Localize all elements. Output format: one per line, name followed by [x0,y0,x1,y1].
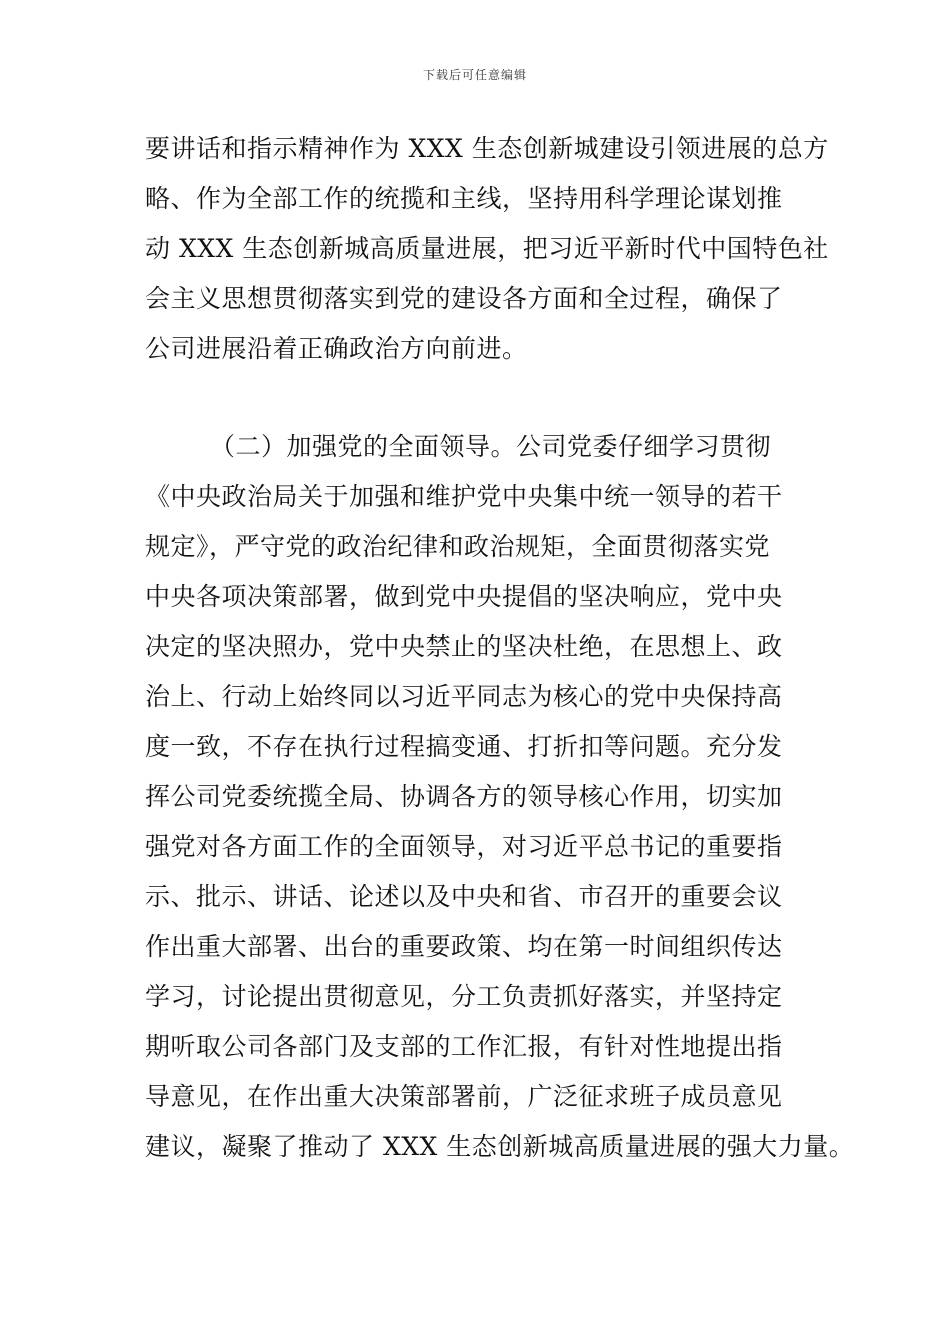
paragraph-1-line-1: 要讲话和指示精神作为 XXX 生态创新城建设引领进展的总方 [145,134,829,163]
paragraph-2-line-13: 期听取公司各部门及支部的工作汇报，有针对性地提出指 [145,1032,783,1061]
paragraph-1-line-4: 会主义思想贯彻落实到党的建设各方面和全过程，确保了 [145,284,783,313]
paragraph-2-line-2: 《中央政治局关于加强和维护党中央集中统一领导的若干 [145,482,783,511]
paragraph-2-line-3: 规定》，严守党的政治纪律和政治规矩，全面贯彻落实党 [145,532,771,561]
paragraph-2-line-12: 学习，讨论提出贯彻意见，分工负责抓好落实，并坚持定 [145,982,783,1011]
paragraph-2-line-10: 示、批示、讲话、论述以及中央和省、市召开的重要会议 [145,882,783,911]
page-header: 下载后可任意编辑 [422,68,527,82]
paragraph-2-line-5: 决定的坚决照办，党中央禁止的坚决杜绝，在思想上、政 [145,632,783,661]
paragraph-2-line-9: 强党对各方面工作的全面领导，对习近平总书记的重要指 [145,832,783,861]
paragraph-1-line-2: 略、作为全部工作的统揽和主线，坚持用科学理论谋划推 [145,184,783,213]
paragraph-2-line-11: 作出重大部署、出台的重要政策、均在第一时间组织传达 [145,932,783,961]
paragraph-2-line-1: （二）加强党的全面领导。公司党委仔细学习贯彻 [210,432,772,461]
paragraph-2-line-15: 建议，凝聚了推动了 XXX 生态创新城高质量进展的强大力量。 [145,1132,855,1161]
paragraph-1-line-5: 公司进展沿着正确政治方向前进。 [145,334,528,363]
paragraph-2-line-6: 治上、行动上始终同以习近平同志为核心的党中央保持高 [145,682,783,711]
paragraph-2-line-14: 导意见，在作出重大决策部署前，广泛征求班子成员意见 [145,1082,783,1111]
paragraph-2-line-8: 挥公司党委统揽全局、协调各方的领导核心作用，切实加 [145,782,783,811]
paragraph-2-line-7: 度一致，不存在执行过程搞变通、打折扣等问题。充分发 [145,732,783,761]
paragraph-2-line-4: 中央各项决策部署，做到党中央提倡的坚决响应，党中央 [145,582,783,611]
paragraph-1-line-3: 动 XXX 生态创新城高质量进展，把习近平新时代中国特色社 [145,234,829,263]
